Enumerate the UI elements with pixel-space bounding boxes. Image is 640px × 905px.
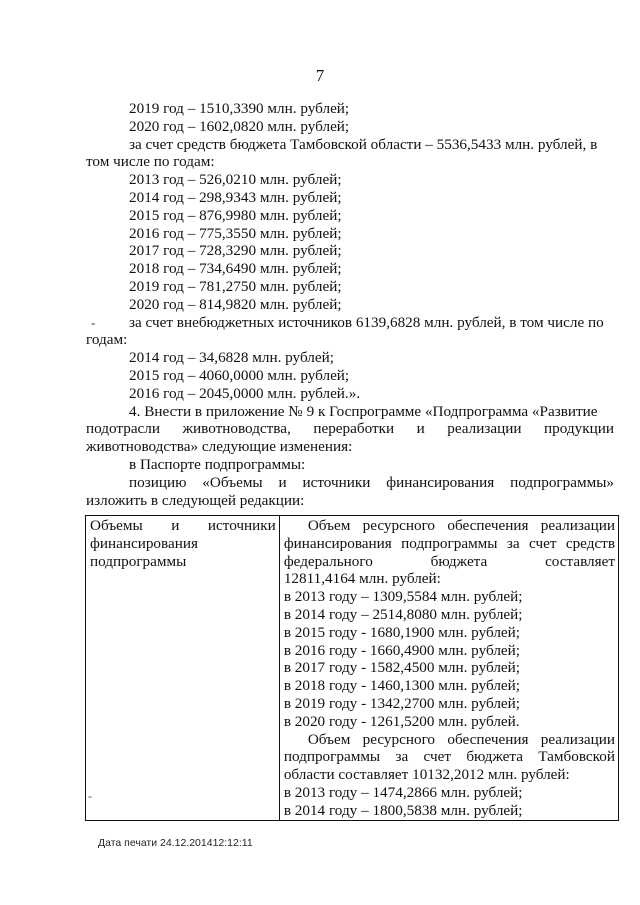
federal-year-line: в 2020 году - 1261,5200 млн. рублей. xyxy=(283,712,520,730)
regional-year-line: 2013 год – 526,0210 млн. рублей; xyxy=(129,171,342,189)
regional-budget-intro-line: Объем ресурсного обеспечения реализации xyxy=(307,730,615,748)
regional-budget-year-line: в 2014 году – 1800,5838 млн. рублей; xyxy=(283,801,523,819)
regional-year-line: 2017 год – 728,3290 млн. рублей; xyxy=(129,242,342,260)
offbudget-intro-line: за счет внебюджетных источников 6139,6828 млн. рублей, в том числе по xyxy=(129,313,604,331)
regional-year-line: 2019 год – 781,2750 млн. рублей; xyxy=(129,277,342,295)
federal-year-line: в 2018 году - 1460,1300 млн. рублей; xyxy=(283,677,520,695)
label-line: финансирования xyxy=(90,534,198,552)
federal-intro-line: 12811,4164 млн. рублей: xyxy=(283,570,441,588)
document-body xyxy=(86,100,614,509)
regional-intro-line: за счет средств бюджета Тамбовской области – 5536,5433 млн. рублей, в xyxy=(129,135,598,153)
offbudget-year-line: 2014 год – 34,6828 млн. рублей; xyxy=(129,349,334,367)
text-line: 2020 год – 1602,0820 млн. рублей; xyxy=(129,117,350,135)
regional-budget-year-line: в 2013 году – 1474,2866 млн. рублей; xyxy=(283,783,523,801)
federal-intro-line: федерального бюджета составляет xyxy=(283,552,615,570)
table-cell-label xyxy=(86,516,280,821)
offbudget-year-line: 2015 год – 4060,0000 млн. рублей; xyxy=(129,366,350,384)
passport-line: в Паспорте подпрограммы: xyxy=(129,455,306,473)
label-line xyxy=(90,517,276,535)
regional-year-line: 2016 год – 775,3550 млн. рублей; xyxy=(129,224,342,242)
position-line: изложить в следующей редакции: xyxy=(86,491,305,509)
list-dash-marker: - xyxy=(91,314,96,330)
federal-year-line: в 2016 году - 1660,4900 млн. рублей; xyxy=(283,641,520,659)
offbudget-year-line: 2016 год – 2045,0000 млн. рублей.». xyxy=(129,384,361,402)
federal-year-line: в 2015 году - 1680,1900 млн. рублей; xyxy=(283,623,520,641)
regional-year-line: 2014 год – 298,9343 млн. рублей; xyxy=(129,188,342,206)
regional-budget-intro-line: области составляет 10132,2012 млн. рублей: xyxy=(283,766,570,784)
item4-line: животноводства» следующие изменения: xyxy=(86,438,353,456)
table-row xyxy=(86,516,619,821)
margin-dash-mark: - xyxy=(88,789,92,803)
federal-year-line: в 2017 году - 1582,4500 млн. рублей; xyxy=(283,659,520,677)
print-date-footer: Дата печати 24.12.201412:12:11 xyxy=(98,837,253,849)
regional-year-line: 2015 год – 876,9980 млн. рублей; xyxy=(129,206,342,224)
offbudget-intro-line: годам: xyxy=(86,331,128,349)
item4-line: подотрасли животноводства, переработки и реализации продукции xyxy=(86,420,614,438)
label-word: источники xyxy=(207,517,276,534)
position-line: позицию «Объемы и источники финансирования подпрограммы» xyxy=(129,473,614,491)
text-line: 2019 год – 1510,3390 млн. рублей; xyxy=(129,100,350,117)
financing-table xyxy=(85,515,619,821)
federal-year-line: в 2013 году – 1309,5584 млн. рублей; xyxy=(283,588,523,606)
table-cell-content xyxy=(279,516,618,821)
offbudget-row xyxy=(86,314,614,332)
item4-line: 4. Внести в приложение № 9 к Госпрограмме «Подпрограмма «Развитие xyxy=(129,402,598,420)
regional-intro-line: том числе по годам: xyxy=(86,153,215,171)
page-number: 7 xyxy=(315,66,325,85)
federal-intro-line: Объем ресурсного обеспечения реализации xyxy=(307,517,615,534)
regional-year-line: 2020 год – 814,9820 млн. рублей; xyxy=(129,295,342,313)
label-word: и xyxy=(171,517,180,534)
label-line: подпрограммы xyxy=(90,552,187,570)
federal-year-line: в 2019 году - 1342,2700 млн. рублей; xyxy=(283,694,520,712)
federal-intro-line: финансирования подпрограммы за счет средств xyxy=(283,534,615,552)
regional-budget-intro-line: подпрограммы за счет бюджета Тамбовской xyxy=(283,748,615,766)
regional-year-line: 2018 год – 734,6490 млн. рублей; xyxy=(129,260,342,278)
label-word: Объемы xyxy=(90,517,143,534)
federal-year-line: в 2014 году – 2514,8080 млн. рублей; xyxy=(283,605,523,623)
